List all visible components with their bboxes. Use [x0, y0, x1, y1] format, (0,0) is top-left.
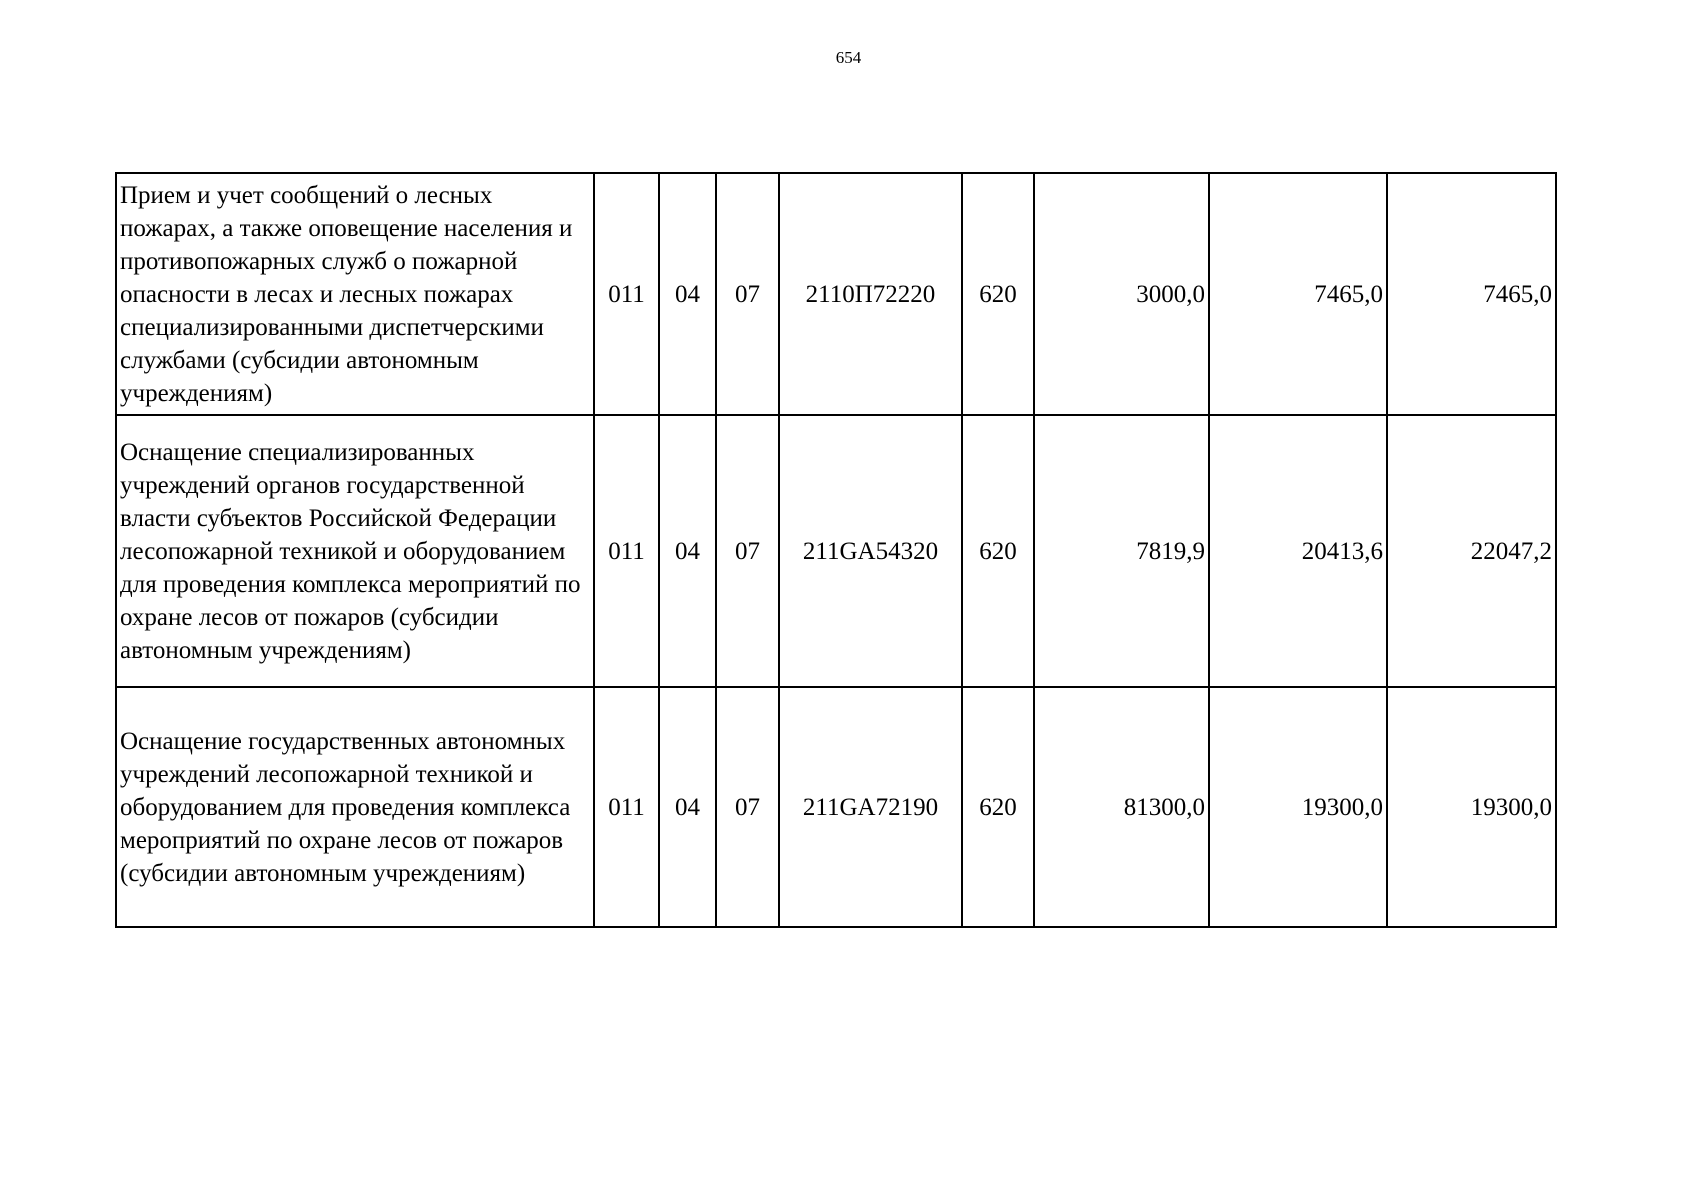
table-row: [116, 415, 1556, 687]
table-row: [116, 173, 1556, 415]
amount-1: 7819,9: [1034, 415, 1209, 687]
page-number: 654: [835, 48, 862, 67]
target-article-code: 211GA72190: [779, 687, 962, 927]
table-row: [116, 687, 1556, 927]
expense-type-code: 620: [962, 415, 1034, 687]
subsection-code: 07: [716, 415, 779, 687]
section-code: 04: [659, 687, 716, 927]
row-description: Прием и учет сообщений о лесных пожарах, а также оповещение населения и противопожарных служб о пожарной опасности в лесах и лесных пожарах специализированными диспетчерскими службами (субсидии автономным учреждениям): [116, 173, 594, 415]
amount-1: 81300,0: [1034, 687, 1209, 927]
ministry-code: 011: [594, 415, 659, 687]
expense-type-code: 620: [962, 687, 1034, 927]
amount-3: 7465,0: [1387, 173, 1556, 415]
amount-3: 19300,0: [1387, 687, 1556, 927]
section-code: 04: [659, 415, 716, 687]
target-article-code: 2110П72220: [779, 173, 962, 415]
amount-3: 22047,2: [1387, 415, 1556, 687]
amount-1: 3000,0: [1034, 173, 1209, 415]
target-article-code: 211GA54320: [779, 415, 962, 687]
amount-2: 7465,0: [1209, 173, 1387, 415]
ministry-code: 011: [594, 173, 659, 415]
ministry-code: 011: [594, 687, 659, 927]
expense-type-code: 620: [962, 173, 1034, 415]
amount-2: 20413,6: [1209, 415, 1387, 687]
subsection-code: 07: [716, 687, 779, 927]
row-description: Оснащение государственных автономных учреждений лесопожарной техникой и оборудованием для проведения комплекса мероприятий по охране лесов от пожаров (субсидии автономным учреждениям): [116, 687, 594, 927]
row-description: Оснащение специализированных учреждений органов государственной власти субъектов Российской Федерации лесопожарной техникой и оборудованием для проведения комплекса мероприятий по охране лесов от пожаров (субсидии автономным учреждениям): [116, 415, 594, 687]
amount-2: 19300,0: [1209, 687, 1387, 927]
section-code: 04: [659, 173, 716, 415]
budget-table: [115, 172, 1557, 928]
subsection-code: 07: [716, 173, 779, 415]
